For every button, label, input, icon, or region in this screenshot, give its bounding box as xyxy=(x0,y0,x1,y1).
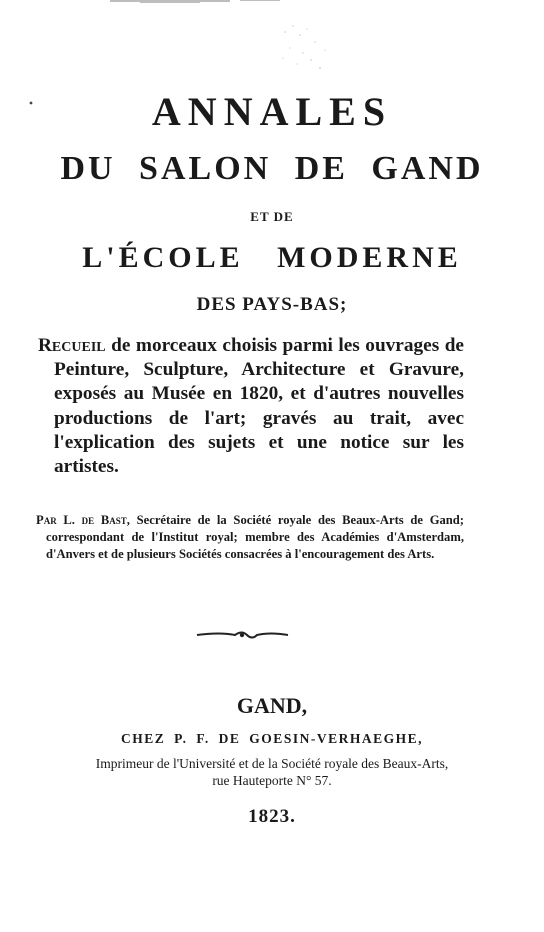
conjunction: ET DE xyxy=(250,209,294,224)
recueil-lead: Recueil xyxy=(38,335,106,356)
imprint-details xyxy=(0,755,544,789)
subtitle-salon: DU SALON DE GAND xyxy=(60,150,484,187)
book-title: ANNALES xyxy=(151,89,393,134)
imprint-line-1: Imprimeur de l'Université et de la Société royale des Beaux-Arts, xyxy=(95,756,449,771)
author-par: Par xyxy=(36,513,57,527)
imprint-place: GAND, xyxy=(236,693,308,718)
author-text: , Secrétaire de la Société royale des Beaux-Arts de Gand; correspondant de l'Institut royal; membre des Académies d'Amsterdam, d'Anvers et de plusieurs Sociétés consacrées à l'encouragement des Arts. xyxy=(46,513,464,561)
description-paragraph xyxy=(38,334,464,479)
scan-specks xyxy=(275,20,335,80)
recueil-text: de morceaux choisis parmi les ouvrages de Peinture, Sculpture, Architecture et Gravure, exposés au Musée en 1820, et d'autres nouvelles productions de l'art; gravés au trait, avec l'explication des sujets et une notice sur les artistes. xyxy=(54,335,464,478)
subtitle-pays-bas: DES PAYS-BAS; xyxy=(196,294,348,315)
author-paragraph xyxy=(36,512,464,563)
imprint-line-2: rue Hauteporte N° 57. xyxy=(212,773,332,788)
author-name: L. de Bast xyxy=(56,513,127,527)
imprint-publisher: CHEZ P. F. DE GOESIN-VERHAEGHE, xyxy=(121,731,423,746)
subtitle-ecole: L'ÉCOLE MODERNE xyxy=(82,241,462,274)
scan-noise-top xyxy=(110,0,310,8)
imprint-year: 1823. xyxy=(248,806,296,827)
ornament-divider xyxy=(195,629,290,641)
